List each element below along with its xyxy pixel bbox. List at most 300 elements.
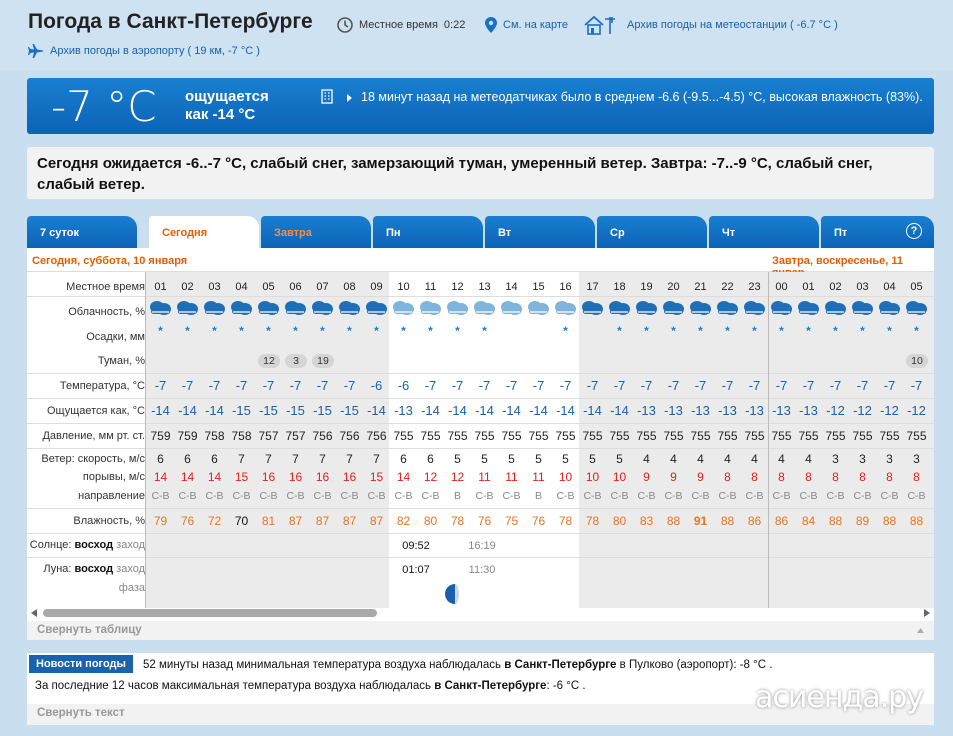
snow-cloud-icon: [769, 300, 793, 316]
humidity-cell: 87: [369, 514, 384, 528]
clock-icon: [337, 17, 353, 33]
feels-cell: -12: [853, 403, 872, 418]
humidity-cell: 80: [423, 514, 438, 528]
hour-cell: 01: [154, 281, 167, 293]
feels-cell: -13: [691, 403, 710, 418]
snow-cloud-icon: [175, 300, 199, 316]
wind-cell: 7: [265, 452, 272, 466]
temp-cell: -7: [181, 378, 194, 393]
gust-cell: 10: [558, 470, 573, 484]
news-line-2-end: : -6 °C .: [546, 680, 586, 692]
direction-cell: С-В: [232, 490, 251, 502]
humidity-cell: 76: [477, 514, 492, 528]
feels-cell: -13: [394, 403, 413, 418]
news-line-1: [143, 659, 772, 671]
sun-prefix: Солнце:: [29, 539, 72, 551]
pressure-cell: 755: [528, 429, 549, 443]
hour-cell: 02: [829, 281, 842, 293]
direction-cell: С-В: [745, 490, 764, 502]
feels-cell: -14: [151, 403, 170, 418]
wind-cell: 3: [832, 452, 839, 466]
pressure-cell: 755: [825, 429, 846, 443]
temp-cell: -7: [667, 378, 680, 393]
snow-cloud-icon: [472, 300, 496, 316]
humidity-cell: 82: [396, 514, 411, 528]
scrollbar-thumb[interactable]: [43, 609, 377, 617]
pressure-cell: 755: [663, 429, 684, 443]
gust-cell: 14: [207, 470, 222, 484]
wind-cell: 5: [481, 452, 488, 466]
pressure-cell: 755: [744, 429, 765, 443]
row-divider: [27, 296, 934, 297]
airplane-icon: [28, 43, 44, 59]
feels-cell: -13: [664, 403, 683, 418]
snowflake-icon: *: [158, 324, 163, 338]
snowflake-icon: *: [401, 324, 406, 338]
temp-cell: -7: [721, 378, 734, 393]
row-label-cloud: Облачность, %: [68, 306, 145, 318]
snowflake-icon: *: [779, 324, 784, 338]
temp-cell: -7: [910, 378, 923, 393]
sunrise-label: восход: [74, 539, 114, 551]
direction-cell: С-В: [583, 490, 602, 502]
pressure-cell: 755: [798, 429, 819, 443]
row-label-temp: Температура, °С: [59, 380, 145, 392]
temp-cell: -7: [532, 378, 545, 393]
help-icon[interactable]: ?: [906, 223, 922, 239]
snow-cloud-icon: [553, 300, 577, 316]
gust-cell: 11: [505, 470, 518, 484]
pressure-cell: 757: [258, 429, 279, 443]
wind-cell: 3: [913, 452, 920, 466]
fog-badge: 10: [906, 354, 928, 368]
snow-cloud-icon: [499, 300, 523, 316]
row-divider: [27, 533, 934, 534]
pressure-cell: 755: [771, 429, 792, 443]
gust-cell: 8: [805, 470, 812, 484]
pressure-cell: 758: [231, 429, 252, 443]
scroll-left-icon[interactable]: [31, 609, 37, 617]
snowflake-icon: *: [239, 324, 244, 338]
row-label-pressure: Давление, мм рт. ст.: [42, 430, 145, 442]
tab-thursday[interactable]: Чт: [709, 216, 819, 248]
news-line-1-text: 52 минуты назад минимальная температура воздуха наблюдалась: [143, 659, 505, 671]
pressure-cell: 755: [555, 429, 576, 443]
moon-phase-icon: [445, 584, 459, 604]
hour-cell: 07: [316, 281, 329, 293]
horizontal-scrollbar[interactable]: [27, 606, 934, 620]
feels-cell: -14: [475, 403, 494, 418]
humidity-cell: 76: [180, 514, 195, 528]
feels-cell: -13: [745, 403, 764, 418]
humidity-cell: 80: [612, 514, 627, 528]
snow-cloud-icon: [445, 300, 469, 316]
snowflake-icon: *: [833, 324, 838, 338]
row-label-moon: [27, 563, 145, 575]
gust-cell: 11: [532, 470, 545, 484]
row-label-precip: Осадки, мм: [86, 331, 145, 343]
temp-cell: -7: [343, 378, 356, 393]
gust-cell: 15: [234, 470, 249, 484]
wind-cell: 4: [670, 452, 677, 466]
feels-cell: -15: [259, 403, 278, 418]
watermark-logo: асиенда.ру: [755, 680, 923, 715]
snow-cloud-icon: [148, 300, 172, 316]
temp-cell: -7: [586, 378, 599, 393]
humidity-cell: 83: [639, 514, 654, 528]
tab-friday-label: Пт: [834, 227, 848, 239]
tab-today[interactable]: Сегодня: [149, 216, 259, 248]
gust-cell: 14: [396, 470, 411, 484]
humidity-cell: 86: [747, 514, 762, 528]
humidity-cell: 88: [909, 514, 924, 528]
current-weather: [27, 78, 934, 134]
snow-cloud-icon: [850, 300, 874, 316]
humidity-cell: 88: [666, 514, 681, 528]
direction-cell: С-В: [853, 490, 872, 502]
snowflake-icon: *: [266, 324, 271, 338]
gust-cell: 16: [315, 470, 330, 484]
gust-cell: 15: [369, 470, 384, 484]
wind-cell: 4: [697, 452, 704, 466]
humidity-cell: 75: [504, 514, 519, 528]
feels-cell: -14: [367, 403, 386, 418]
humidity-cell: 87: [288, 514, 303, 528]
humidity-cell: 78: [450, 514, 465, 528]
snow-cloud-icon: [391, 300, 415, 316]
snow-cloud-icon: [661, 300, 685, 316]
snowflake-icon: *: [293, 324, 298, 338]
hour-cell: 04: [883, 281, 896, 293]
temp-cell: -7: [505, 378, 518, 393]
direction-cell: В: [453, 490, 461, 502]
temp-cell: -7: [235, 378, 248, 393]
direction-cell: С-В: [610, 490, 629, 502]
day-tabs: [27, 216, 934, 248]
news-line-2-text: За последние 12 часов максимальная температура воздуха наблюдалась: [35, 680, 435, 692]
wind-cell: 4: [724, 452, 731, 466]
tab-tuesday[interactable]: Вт: [485, 216, 595, 248]
direction-cell: С-В: [340, 490, 359, 502]
day-header-row: [27, 248, 934, 272]
feels-cell: -15: [313, 403, 332, 418]
pressure-cell: 758: [204, 429, 225, 443]
wind-cell: 6: [400, 452, 407, 466]
feels-cell: -14: [583, 403, 602, 418]
snowflake-icon: *: [644, 324, 649, 338]
wind-cell: 7: [319, 452, 326, 466]
snowflake-icon: *: [752, 324, 757, 338]
direction-cell: С-В: [259, 490, 278, 502]
temp-cell: -7: [208, 378, 221, 393]
feels-cell: -14: [178, 403, 197, 418]
humidity-cell: 79: [153, 514, 168, 528]
wind-cell: 5: [589, 452, 596, 466]
direction-cell: С-В: [421, 490, 440, 502]
snow-cloud-icon: [688, 300, 712, 316]
row-label-feels: Ощущается как, °С: [46, 405, 145, 417]
feels-cell: -14: [610, 403, 629, 418]
feels-cell: -15: [286, 403, 305, 418]
row-divider: [27, 557, 934, 558]
direction-cell: С-В: [205, 490, 224, 502]
gust-cell: 16: [342, 470, 357, 484]
page-title: Погода в Санкт-Петербурге: [28, 10, 313, 33]
hour-cell: 10: [397, 281, 410, 293]
hour-cell: 18: [613, 281, 626, 293]
gust-cell: 12: [450, 470, 465, 484]
direction-cell: С-В: [151, 490, 170, 502]
header: [0, 0, 953, 70]
temp-cell: -7: [802, 378, 815, 393]
column-divider: [145, 272, 146, 608]
row-divider: [27, 373, 934, 374]
temp-cell: -7: [883, 378, 896, 393]
snow-cloud-icon: [256, 300, 280, 316]
pressure-cell: 755: [879, 429, 900, 443]
hour-cell: 19: [640, 281, 653, 293]
gust-cell: 16: [261, 470, 276, 484]
direction-cell: С-В: [394, 490, 413, 502]
temp-cell: -7: [316, 378, 329, 393]
row-label-fog: Туман, %: [97, 355, 145, 367]
feels-cell: -13: [637, 403, 656, 418]
hour-cell: 14: [505, 281, 518, 293]
wind-cell: 7: [346, 452, 353, 466]
humidity-cell: 86: [774, 514, 789, 528]
fog-badge: 12: [258, 354, 280, 368]
pressure-cell: 755: [447, 429, 468, 443]
station-archive[interactable]: [583, 14, 838, 36]
snow-cloud-icon: [715, 300, 739, 316]
humidity-cell: 89: [855, 514, 870, 528]
feels-cell: -12: [907, 403, 926, 418]
temp-cell: -7: [154, 378, 167, 393]
pressure-cell: 755: [717, 429, 738, 443]
direction-cell: С-В: [691, 490, 710, 502]
snowflake-icon: *: [347, 324, 352, 338]
row-label-phase: фаза: [118, 582, 145, 594]
hour-cell: 20: [667, 281, 680, 293]
feels-like-line1: ощущается: [185, 88, 269, 105]
feels-cell: -12: [880, 403, 899, 418]
hour-cell: 05: [910, 281, 923, 293]
snow-cloud-icon: [526, 300, 550, 316]
collapse-text-button[interactable]: Свернуть текст: [27, 704, 934, 725]
snow-cloud-icon: [634, 300, 658, 316]
snowflake-icon: *: [617, 324, 622, 338]
hour-cell: 02: [181, 281, 194, 293]
gust-cell: 8: [778, 470, 785, 484]
feels-cell: -13: [772, 403, 791, 418]
direction-cell: С-В: [556, 490, 575, 502]
moonrise-label: восход: [74, 563, 114, 575]
snowflake-icon: *: [806, 324, 811, 338]
gust-cell: 11: [478, 470, 491, 484]
collapse-table-button[interactable]: [27, 621, 934, 640]
scroll-right-icon[interactable]: [924, 609, 930, 617]
temp-cell: -7: [559, 378, 572, 393]
snowflake-icon: *: [428, 324, 433, 338]
pressure-cell: 755: [906, 429, 927, 443]
wind-cell: 7: [373, 452, 380, 466]
temp-cell: -7: [829, 378, 842, 393]
humidity-cell: 78: [585, 514, 600, 528]
wind-cell: 3: [886, 452, 893, 466]
pressure-cell: 756: [366, 429, 387, 443]
pressure-cell: 755: [420, 429, 441, 443]
direction-cell: С-В: [664, 490, 683, 502]
gust-cell: 16: [288, 470, 303, 484]
sunset-time: 16:19: [468, 540, 496, 552]
snowflake-icon: *: [698, 324, 703, 338]
snow-cloud-icon: [337, 300, 361, 316]
gust-cell: 9: [670, 470, 677, 484]
direction-cell: С-В: [799, 490, 818, 502]
direction-cell: С-В: [907, 490, 926, 502]
hour-cell: 08: [343, 281, 356, 293]
tab-7-days[interactable]: 7 суток: [27, 216, 137, 248]
direction-cell: С-В: [772, 490, 791, 502]
feels-cell: -14: [421, 403, 440, 418]
pressure-cell: 756: [339, 429, 360, 443]
row-label-humidity: Влажность, %: [73, 515, 145, 527]
gust-cell: 9: [643, 470, 650, 484]
direction-cell: С-В: [502, 490, 521, 502]
wind-cell: 6: [211, 452, 218, 466]
snow-cloud-icon: [742, 300, 766, 316]
airport-archive-link[interactable]: Архив погоды в аэропорту ( 19 км, -7 °C ): [50, 45, 260, 57]
row-label-direction: направление: [78, 490, 145, 502]
snowflake-icon: *: [914, 324, 919, 338]
building-icon: [319, 88, 335, 104]
map-pin-icon: [485, 17, 497, 33]
moonrise-time: 01:07: [402, 564, 430, 576]
temp-cell: -6: [397, 378, 410, 393]
news-line-2: [35, 680, 586, 692]
pressure-cell: 755: [582, 429, 603, 443]
feels-cell: -14: [205, 403, 224, 418]
tab-wednesday[interactable]: Ср: [597, 216, 707, 248]
hour-cell: 00: [775, 281, 788, 293]
pressure-cell: 755: [501, 429, 522, 443]
wind-cell: 4: [805, 452, 812, 466]
tab-monday[interactable]: Пн: [373, 216, 483, 248]
local-time: [337, 17, 465, 33]
weather-station-icon: [583, 14, 621, 36]
hour-cell: 11: [424, 281, 437, 293]
snowflake-icon: *: [320, 324, 325, 338]
sunrise-time: 09:52: [402, 540, 430, 552]
wind-cell: 4: [643, 452, 650, 466]
day-label-today: Сегодня, суббота, 10 января: [32, 255, 188, 267]
feels-cell: -15: [340, 403, 359, 418]
direction-cell: С-В: [367, 490, 386, 502]
tab-friday[interactable]: [821, 216, 934, 248]
row-label-wind: Ветер: скорость, м/с: [41, 453, 145, 465]
hour-cell: 15: [532, 281, 545, 293]
feels-cell: -14: [502, 403, 521, 418]
hour-cell: 12: [451, 281, 464, 293]
snow-cloud-icon: [229, 300, 253, 316]
station-archive-link[interactable]: Архив погоды на метеостанции ( -6.7 °C ): [627, 19, 838, 31]
gust-cell: 8: [832, 470, 839, 484]
hour-cell: 04: [235, 281, 248, 293]
humidity-cell: 81: [261, 514, 276, 528]
gust-cell: 8: [751, 470, 758, 484]
pressure-cell: 755: [636, 429, 657, 443]
wind-cell: 3: [859, 452, 866, 466]
wind-cell: 6: [157, 452, 164, 466]
snow-cloud-icon: [796, 300, 820, 316]
fog-badge: 19: [312, 354, 334, 368]
gust-cell: 8: [859, 470, 866, 484]
wind-cell: 6: [427, 452, 434, 466]
snowflake-icon: *: [563, 324, 568, 338]
row-divider: [27, 508, 934, 509]
direction-cell: С-В: [718, 490, 737, 502]
temp-cell: -7: [451, 378, 464, 393]
hour-cell: 05: [262, 281, 275, 293]
row-divider: [27, 448, 934, 449]
hour-cell: 17: [586, 281, 599, 293]
humidity-cell: 91: [693, 514, 708, 528]
snow-cloud-icon: [904, 300, 928, 316]
pressure-cell: 757: [285, 429, 306, 443]
humidity-cell: 87: [315, 514, 330, 528]
row-divider: [27, 398, 934, 399]
airport-archive[interactable]: [28, 43, 260, 59]
hour-cell: 22: [721, 281, 734, 293]
hour-cell: 23: [748, 281, 761, 293]
news-line-1-end: в Пулково (аэропорт): -8 °C .: [616, 659, 773, 671]
humidity-cell: 88: [828, 514, 843, 528]
pressure-cell: 755: [690, 429, 711, 443]
wind-cell: 5: [535, 452, 542, 466]
map-link-label[interactable]: См. на карте: [503, 19, 568, 31]
temp-cell: -7: [694, 378, 707, 393]
hour-cell: 09: [370, 281, 383, 293]
humidity-cell: 76: [531, 514, 546, 528]
hour-cell: 16: [559, 281, 572, 293]
snow-cloud-icon: [877, 300, 901, 316]
chevron-right-icon: [347, 94, 352, 102]
news-line-1-city: в Санкт-Петербурге: [504, 659, 617, 671]
feels-cell: -13: [799, 403, 818, 418]
wind-cell: 7: [238, 452, 245, 466]
snowflake-icon: *: [725, 324, 730, 338]
hour-cell: 13: [478, 281, 491, 293]
snowflake-icon: *: [212, 324, 217, 338]
hour-cell: 03: [208, 281, 221, 293]
hour-cell: 03: [856, 281, 869, 293]
pressure-cell: 759: [177, 429, 198, 443]
gust-cell: 8: [724, 470, 731, 484]
news-line-2-city: в Санкт-Петербурге: [434, 680, 547, 692]
snow-cloud-icon: [283, 300, 307, 316]
tab-tomorrow[interactable]: Завтра: [261, 216, 371, 248]
snow-cloud-icon: [823, 300, 847, 316]
sunset-label: заход: [116, 539, 145, 551]
temp-cell: -7: [613, 378, 626, 393]
hourly-table: [27, 248, 934, 640]
direction-cell: С-В: [313, 490, 332, 502]
temp-cell: -7: [424, 378, 437, 393]
feels-cell: -12: [826, 403, 845, 418]
snow-cloud-icon: [310, 300, 334, 316]
map-link[interactable]: [485, 17, 568, 33]
snow-cloud-icon: [607, 300, 631, 316]
